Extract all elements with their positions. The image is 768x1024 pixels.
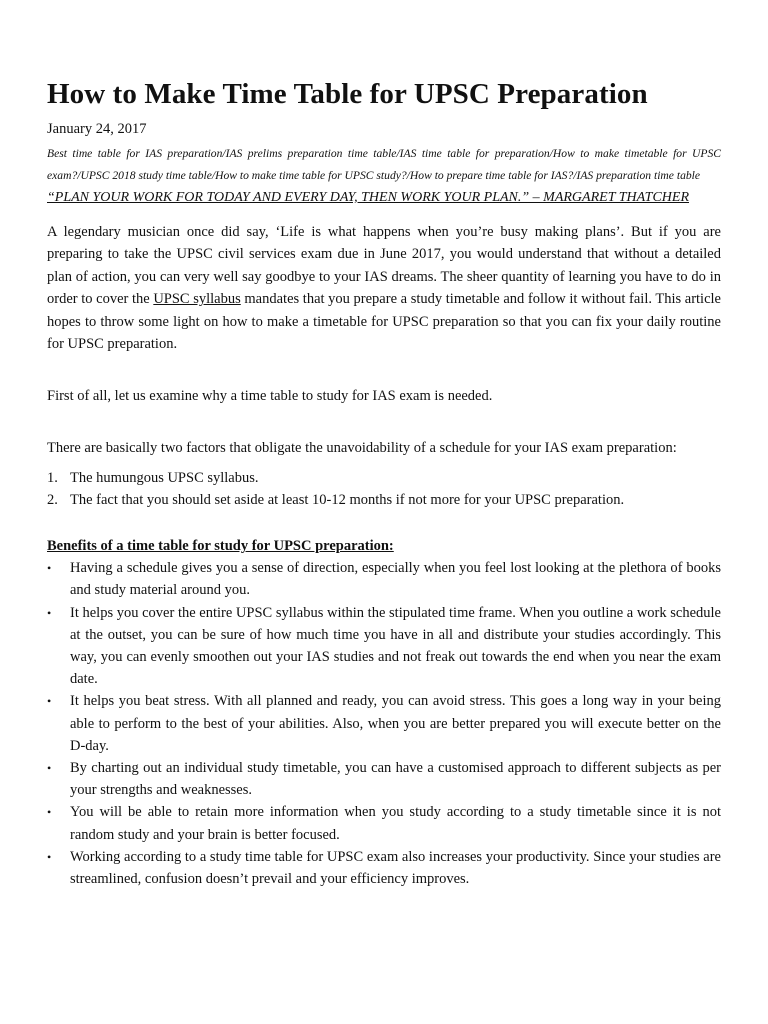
list-item-text: It helps you cover the entire UPSC syllabus within the stipulated time frame. When you outline a work schedule at the outset, you can be sure of how much time you have in all and distribute your studies accordingly. This way, you can evenly smoothen out your IAS studies and not freak out towards the end when you near the exam date. (70, 604, 721, 688)
bullet-icon: • (47, 805, 52, 820)
bullet-icon: • (47, 761, 52, 776)
list-item-text: Having a schedule gives you a sense of direction, especially when you feel lost looking at the plethora of books and study material around you. (70, 560, 721, 599)
bullet-icon: • (47, 694, 52, 709)
keywords-line: Best time table for IAS preparation/IAS prelims preparation time table/IAS time table for preparation/How to make timetable for UPSC exam?/UPSC 2018 study time table/How to make time table for UPSC study?/How to prepare time table for IAS?/IAS preparation time table (47, 147, 721, 182)
quote: “PLAN YOUR WORK FOR TODAY AND EVERY DAY, THEN WORK YOUR PLAN.” – MARGARET THATCHER (47, 190, 689, 205)
list-item (47, 489, 721, 511)
intro-paragraph (47, 221, 721, 355)
intro-text-before: A legendary musician once did say, ‘Life is what happens when you’re busy making plans’. But if you are preparing to take the UPSC civil services exam due in June 2017, you would understand that without a detailed plan of action, you can very well say goodbye to your IAS dreams. The sheer quantity of learning you have to do in order to cover the (47, 224, 721, 308)
list-item-text: By charting out an individual study timetable, you can have a customised approach to different subjects as per your strengths and weaknesses. (70, 760, 721, 799)
two-factors-paragraph: There are basically two factors that obligate the unavoidability of a schedule for your IAS exam preparation: (47, 439, 677, 456)
list-item-text: You will be able to retain more information when you study according to a study timetable since it is not random study and your brain is better focused. (70, 804, 721, 843)
post-date: January 24, 2017 (47, 121, 147, 137)
list-item-text: The humungous UPSC syllabus. (70, 470, 259, 487)
list-item (47, 557, 721, 601)
list-item (47, 602, 721, 691)
list-number: 1. (47, 470, 58, 487)
benefits-heading: Benefits of a time table for study for UPSC preparation: (47, 538, 394, 555)
list-item (47, 467, 721, 489)
bullet-icon: • (47, 561, 52, 576)
bullet-icon: • (47, 849, 52, 864)
list-item (47, 690, 721, 757)
upsc-syllabus-link[interactable]: UPSC syllabus (153, 291, 241, 308)
list-item-text: Working according to a study time table for UPSC exam also increases your productivity. Since your studies are streamlined, confusion doesn’t prevail and your efficiency improves. (70, 848, 721, 888)
benefits-list (47, 557, 721, 890)
list-item-text: The fact that you should set aside at least 10-12 months if not more for your UPSC preparation. (70, 492, 625, 509)
article (47, 76, 721, 890)
factors-list (47, 467, 721, 511)
bullet-icon: • (47, 605, 52, 620)
list-number: 2. (47, 492, 58, 509)
first-paragraph: First of all, let us examine why a time table to study for IAS exam is needed. (47, 388, 493, 405)
list-item (47, 846, 721, 890)
page-title: How to Make Time Table for UPSC Preparation (47, 78, 648, 110)
intro-text-after: mandates that you prepare a study timetable and follow it without fail. This article hopes to throw some light on how to make a timetable for UPSC preparation so that you can fix your daily routine for UPSC preparation. (47, 291, 721, 353)
list-item (47, 801, 721, 845)
list-item-text: It helps you beat stress. With all planned and ready, you can avoid stress. This goes a long way in your being able to perform to the best of your abilities. Also, when you are better prepared you will execute better on the D-day. (70, 693, 721, 754)
list-item (47, 757, 721, 801)
